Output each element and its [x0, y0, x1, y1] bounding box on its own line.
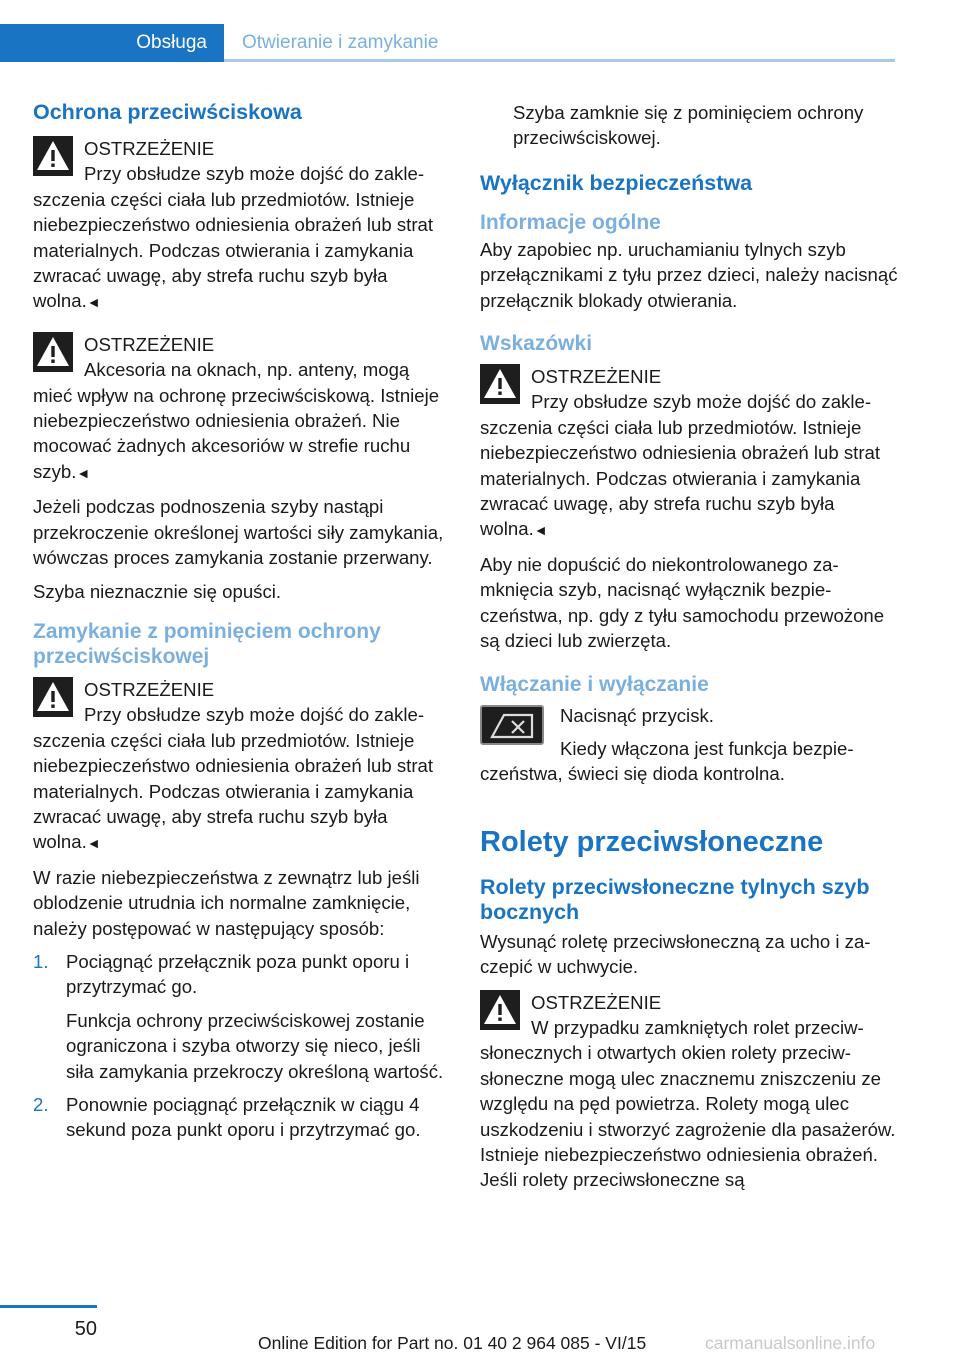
warning-title: OSTRZEŻENIE — [84, 333, 215, 355]
warning-title: OSTRZEŻENIE — [531, 366, 662, 388]
warning-text: Przy obsłudze szyb może dojść do zakleszczenia części ciała lub przedmiotów. Istnieje niebezpieczeństwo odniesienia obrażeń lub strat materialnych. Podczas otwierania i zamykania zwracać uwagę, aby strefa ruchu szyb była wolna. — [480, 391, 881, 540]
step-text: Pociągnąć przełącznik poza punkt oporu i przytrzymać go. — [66, 950, 410, 998]
warning-title: OSTRZEŻENIE — [531, 991, 662, 1013]
heading-zamykanie: Zamykanie z pominięciem ochrony przeciwściskowej — [33, 619, 381, 668]
heading-info: Informacje ogólne — [480, 210, 661, 234]
page-header — [0, 24, 895, 62]
warning-block — [480, 988, 898, 1193]
end-mark: ◄ — [86, 294, 101, 311]
paragraph: Aby nie dopuścić do niekontrolowanego zamknięcia szyb, nacisnąć wyłącznik bezpieczeństwa, np. gdy z tyłu samochodu przewożone są dzieci lub zwierzęta. — [480, 553, 885, 652]
end-mark: ◄ — [533, 522, 548, 539]
warning-triangle-icon — [33, 136, 73, 176]
warning-title: OSTRZEŻENIE — [84, 678, 215, 700]
window-lock-glyph-icon — [482, 707, 542, 743]
right-column — [480, 100, 898, 1201]
left-column — [33, 100, 450, 1151]
warning-text: W przypadku zamkniętych rolet przeciwsłonecznych i otwartych okien rolety przeciwsłoneczne mogą ulec znacznemu zniszczeniu ze względu na pęd powietrza. Rolety mogą ulec uszkodzeniu i stworzyć zagrożenie dla pasażerów. Istnieje niebezpieczeństwo odniesienia obrażeń. Jeśli rolety przeciwsłoneczne są — [480, 1016, 896, 1191]
watermark[interactable]: carmanualsonline.info — [705, 1333, 876, 1353]
page-number: 50 — [74, 1318, 97, 1340]
window-lock-switch-icon — [480, 705, 544, 745]
switch-instruction — [480, 703, 898, 787]
heading-rolety-tylnych: Rolety przeciwsłoneczne tylnych szyb bocznych — [480, 874, 870, 924]
paragraph: Nacisnąć przycisk. — [560, 704, 714, 726]
warning-block — [480, 362, 898, 544]
warning-triangle-icon — [480, 990, 520, 1030]
paragraph: Kiedy włączona jest funkcja bezpieczeństwa, świeci się dioda kontrolna. — [480, 737, 854, 785]
steps-list — [33, 949, 450, 1143]
step-subtext: Funkcja ochrony przeciwściskowej zostanie ograniczona i szyba otworzy się nieco, jeśli siła zamykania przekroczy określoną wartość. — [66, 1009, 444, 1082]
paragraph: Jeżeli podczas podnoszenia szyby nastąpi przekroczenie określonej wartości siły zamykania, wówczas proces zamykania zostanie przerwany. — [33, 496, 444, 569]
paragraph: Szyba zamknie się z pominięciem ochrony przeciwściskowej. — [513, 102, 864, 149]
paragraph: Szyba nieznacznie się opuści. — [33, 580, 282, 602]
chapter-heading-rolety: Rolety przeciwsłoneczne — [480, 825, 824, 858]
list-item — [33, 949, 450, 1084]
warning-triangle-icon — [480, 364, 520, 404]
warning-triangle-icon — [33, 332, 73, 372]
end-mark: ◄ — [76, 464, 91, 481]
heading-wlaczanie: Włączanie i wyłączanie — [480, 672, 709, 696]
warning-text: Przy obsłudze szyb może dojść do zakleszczenia części ciała lub przedmiotów. Istnieje niebezpieczeństwo odniesienia obrażeń lub strat materialnych. Podczas otwierania i zamykania zwracać uwagę, aby strefa ruchu szyb była wolna. — [33, 704, 434, 853]
breadcrumb[interactable]: Otwieranie i zamykanie — [242, 32, 439, 53]
footer-rule — [0, 1305, 97, 1308]
step-number: 2. — [33, 1094, 49, 1115]
edition-text: Online Edition for Part no. 01 40 2 964 085 - VI/15 — [258, 1333, 647, 1353]
warning-block — [33, 134, 450, 316]
heading-ochrona: Ochrona przeciwściskowa — [33, 100, 302, 124]
paragraph: Aby zapobiec np. uruchamianiu tylnych szyb przełącznikami z tyłu przez dzieci, należy nacisnąć przełącznik blokady otwierania. — [480, 238, 898, 311]
chapter-tab[interactable]: Obsługa — [0, 24, 224, 62]
paragraph: W razie niebezpieczeństwa z zewnątrz lub jeśli oblodzenie utrudnia ich normalne zamknięcie, należy postępować w następujący sposób: — [33, 866, 420, 939]
heading-wylacznik: Wyłącznik bezpieczeństwa — [480, 170, 753, 195]
warning-title: OSTRZEŻENIE — [84, 138, 215, 159]
step-text: Ponownie pociągnąć przełącznik w ciągu 4 sekund poza punkt oporu i przytrzymać go. — [66, 1094, 421, 1141]
end-mark: ◄ — [86, 835, 101, 852]
warning-text: Przy obsłudze szyb może dojść do zakleszczenia części ciała lub przedmiotów. Istnieje niebezpieczeństwo odniesienia obrażeń lub strat materialnych. Podczas otwierania i zamykania zwracać uwagę, aby strefa ruchu szyb była wolna. — [33, 163, 434, 312]
warning-block — [33, 675, 450, 857]
paragraph: Wysunąć roletę przeciwsłoneczną za ucho i zaczepić w uchwycie. — [480, 930, 871, 978]
header-rule — [224, 59, 895, 62]
warning-triangle-icon — [33, 677, 73, 717]
list-item — [33, 1092, 450, 1143]
warning-block — [33, 330, 450, 486]
heading-wskazowki: Wskazówki — [480, 332, 593, 356]
warning-text: Akcesoria na oknach, np. anteny, mogą mieć wpływ na ochronę przeciwściskową. Istnieje niebezpieczeństwo odniesienia obrażeń. Nie mocować żadnych akcesoriów w strefie ruchu szyb. — [33, 359, 440, 482]
step-number: 1. — [33, 950, 49, 972]
